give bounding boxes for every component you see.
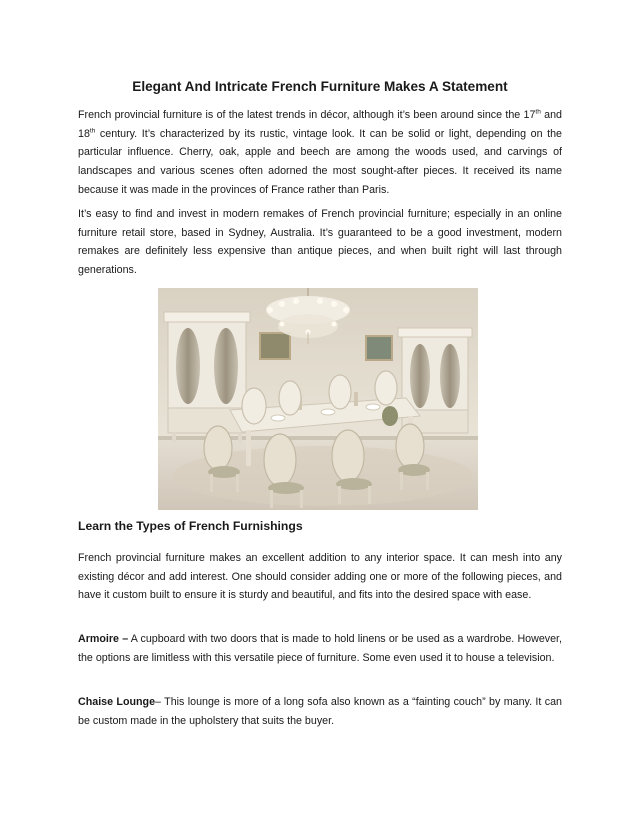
document-title: Elegant And Intricate French Furniture Makes A Statement: [132, 79, 508, 94]
intro-paragraph-2: It’s easy to find and invest in modern remakes of French provincial furniture; especially in an online furniture retail store, based in Sydney, Australia. It’s guaranteed to be a good investment, modern remakes are definitely less expensive than antique pieces, and when built right will last through generations.: [78, 208, 562, 277]
section-heading: Learn the Types of French Furnishings: [78, 519, 303, 533]
armoire-term: Armoire –: [78, 633, 129, 645]
chaise-lounge-paragraph: [78, 693, 562, 730]
ordinal-suffix-18th: th: [89, 127, 96, 135]
armoire-description: A cupboard with two doors that is made to hold linens or be used as a wardrobe. However, the options are limitless with this versatile piece of furniture. Some even used it to house a television.: [78, 633, 562, 664]
chaise-lounge-term: Chaise Lounge: [78, 696, 156, 708]
intro-paragraph-1: [78, 106, 562, 200]
intro-text-part-2: and 18: [78, 109, 562, 140]
intro-text-part-3: century. It’s characterized by its rustic, vintage look. It can be solid or light, depending on the particular influence. Cherry, oak, apple and beech are among the woods used, and carvings of landscapes and various scenes often adorned the most sought-after pieces. It received its name because it was made in the provinces of France rather than Paris.: [78, 127, 562, 196]
dining-room-photo: [158, 288, 478, 510]
intro-text-part-1: French provincial furniture is of the latest trends in décor, although it’s been around since the 17: [78, 109, 536, 121]
armoire-paragraph: [78, 630, 562, 667]
section-paragraph-intro: French provincial furniture makes an excellent addition to any interior space. It can mesh into any existing décor and add interest. One should consider adding one or more of the following pieces, and have it custom built to ensure it is sturdy and beautiful, and fits into the desired space with ease.: [78, 552, 562, 602]
ordinal-suffix-17th: th: [535, 108, 541, 116]
chaise-lounge-description: – This lounge is more of a long sofa also known as a “fainting couch” by many. It can be custom made in the upholstery that suits the buyer.: [78, 696, 562, 727]
